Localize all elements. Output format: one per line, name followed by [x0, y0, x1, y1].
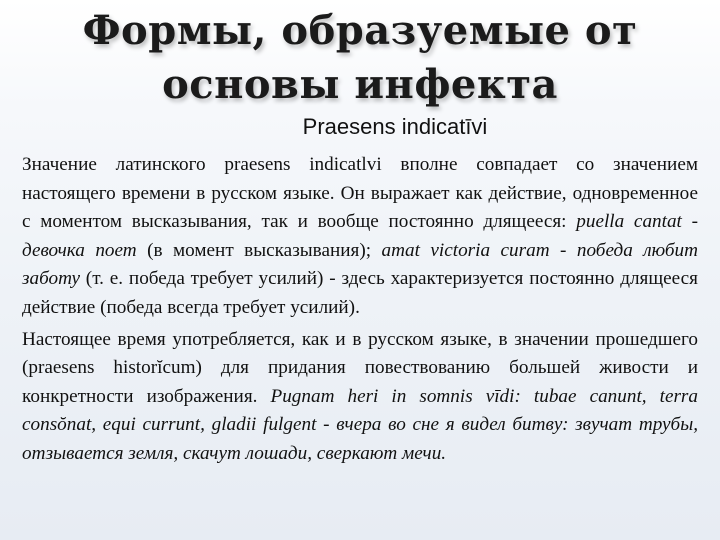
paragraph-praesens-meaning	[22, 151, 698, 323]
example-pugnam-heri: Pugnam heri in somnis vīdi: tubae canunt, terra consŏnat, equi currunt, gladii fulgent - вчера во сне я видел битву: звучат трубы, отзывается земля, скачут лошади, сверкают мечи.	[22, 385, 698, 464]
slide-subtitle: Praesens indicatīvi	[302, 114, 488, 139]
text-run: Значение латинского praesens indicatlvi вполне совпадает со значением настоящего времени в русском языке. Он выражает как действие, одновременное с моментом высказывания, так и вообще постоянно длящееся:	[22, 154, 698, 233]
example-amat-victoria: amat victoria curam - победа любит заботу	[22, 239, 699, 290]
text-run: (т. е. победа требует усилий) - здесь характеризуется постоянно длящееся действие (победа всегда требует усилий).	[22, 268, 698, 318]
text-run: Настоящее время употребляется, как и в русском языке, в значении прошедшего (praesens historĭcum) для придания повествованию большей живости и конкретности изображения.	[22, 328, 698, 407]
slide-title: Формы, образуемые от основы инфекта	[82, 7, 638, 108]
example-puella-cantat: puella cantat - девочка поет	[22, 211, 698, 261]
text-run: (в момент высказывания);	[136, 239, 382, 261]
slide-body	[22, 151, 698, 469]
paragraph-praesens-historicum	[22, 326, 698, 469]
